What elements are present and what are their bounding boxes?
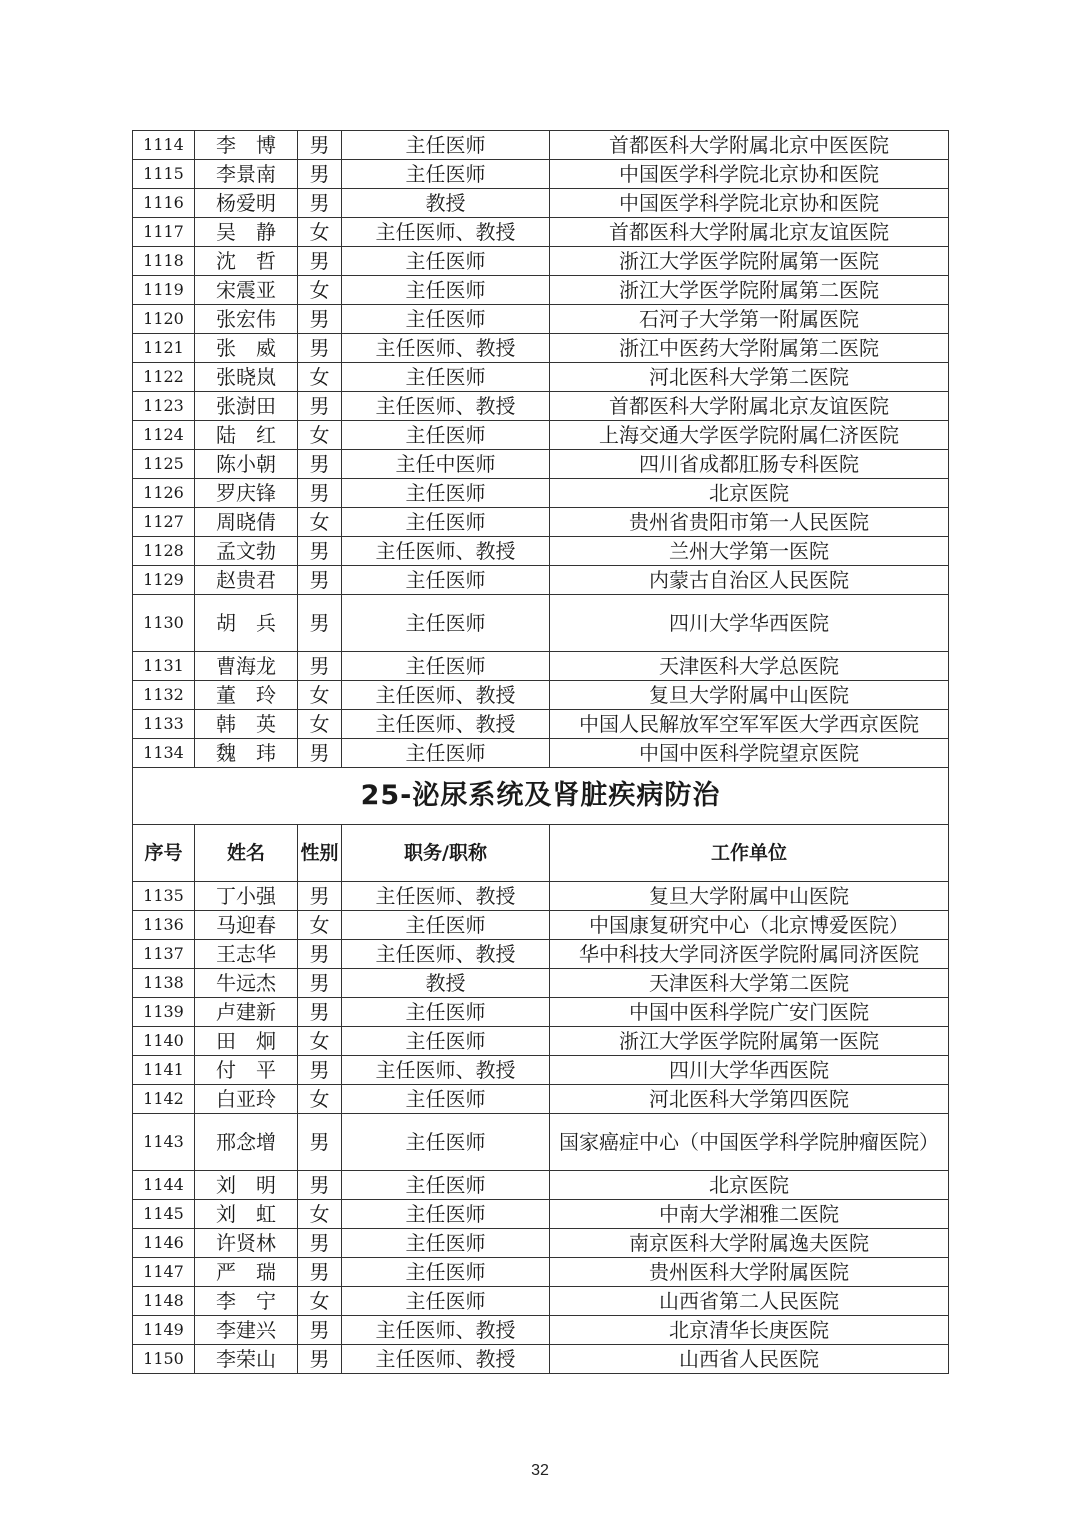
row-id: 1125 (133, 450, 195, 479)
row-title: 主任医师 (342, 652, 550, 681)
row-name: 张澍田 (195, 392, 298, 421)
row-name: 孟文勃 (195, 537, 298, 566)
table-row (133, 247, 949, 276)
row-unit: 中南大学湘雅二医院 (550, 1200, 949, 1229)
row-id: 1115 (133, 160, 195, 189)
row-gender: 男 (298, 566, 342, 595)
row-title: 教授 (342, 189, 550, 218)
table-row (133, 1027, 949, 1056)
table-row (133, 1085, 949, 1114)
row-name: 邢念增 (195, 1114, 298, 1171)
row-title: 主任医师、教授 (342, 882, 550, 911)
table-row (133, 739, 949, 768)
row-gender: 男 (298, 247, 342, 276)
table-row (133, 189, 949, 218)
page-number: 32 (531, 1462, 549, 1479)
row-name: 张宏伟 (195, 305, 298, 334)
row-title: 主任医师、教授 (342, 334, 550, 363)
row-gender: 男 (298, 160, 342, 189)
row-gender: 女 (298, 1287, 342, 1316)
table-row (133, 479, 949, 508)
row-title: 主任医师、教授 (342, 1316, 550, 1345)
row-unit: 中国中医科学院广安门医院 (550, 998, 949, 1027)
row-id: 1123 (133, 392, 195, 421)
row-unit: 四川大学华西医院 (550, 1056, 949, 1085)
row-name: 胡 兵 (195, 595, 298, 652)
row-name: 董 玲 (195, 681, 298, 710)
row-id: 1127 (133, 508, 195, 537)
header-unit: 工作单位 (550, 825, 949, 882)
row-name: 宋震亚 (195, 276, 298, 305)
row-title: 主任医师 (342, 1287, 550, 1316)
row-title: 主任医师 (342, 1027, 550, 1056)
row-gender: 女 (298, 681, 342, 710)
row-name: 许贤林 (195, 1229, 298, 1258)
row-id: 1133 (133, 710, 195, 739)
row-unit: 内蒙古自治区人民医院 (550, 566, 949, 595)
row-title: 主任医师 (342, 998, 550, 1027)
row-unit: 兰州大学第一医院 (550, 537, 949, 566)
row-name: 刘 明 (195, 1171, 298, 1200)
row-gender: 男 (298, 479, 342, 508)
row-unit: 山西省第二人民医院 (550, 1287, 949, 1316)
row-name: 张 威 (195, 334, 298, 363)
row-title: 主任医师、教授 (342, 681, 550, 710)
row-name: 陈小朝 (195, 450, 298, 479)
table-row (133, 392, 949, 421)
row-title: 主任医师、教授 (342, 710, 550, 739)
row-title: 教授 (342, 969, 550, 998)
table-row (133, 681, 949, 710)
row-name: 王志华 (195, 940, 298, 969)
row-title: 主任医师、教授 (342, 218, 550, 247)
row-unit: 复旦大学附属中山医院 (550, 681, 949, 710)
row-gender: 男 (298, 189, 342, 218)
table-row (133, 969, 949, 998)
row-gender: 男 (298, 131, 342, 160)
row-title: 主任医师、教授 (342, 392, 550, 421)
row-id: 1147 (133, 1258, 195, 1287)
row-name: 卢建新 (195, 998, 298, 1027)
row-gender: 女 (298, 1085, 342, 1114)
row-id: 1114 (133, 131, 195, 160)
row-gender: 男 (298, 450, 342, 479)
section-title-row (133, 768, 949, 825)
row-title: 主任医师 (342, 911, 550, 940)
table-row (133, 508, 949, 537)
row-id: 1142 (133, 1085, 195, 1114)
row-unit: 首都医科大学附属北京中医医院 (550, 131, 949, 160)
row-id: 1131 (133, 652, 195, 681)
row-id: 1130 (133, 595, 195, 652)
row-id: 1144 (133, 1171, 195, 1200)
row-unit: 中国康复研究中心（北京博爱医院） (550, 911, 949, 940)
table-body-section-25 (133, 882, 949, 1374)
row-gender: 女 (298, 508, 342, 537)
row-gender: 女 (298, 363, 342, 392)
row-unit: 中国中医科学院望京医院 (550, 739, 949, 768)
row-gender: 女 (298, 1027, 342, 1056)
row-id: 1116 (133, 189, 195, 218)
row-gender: 男 (298, 940, 342, 969)
header-title: 职务/职称 (342, 825, 550, 882)
row-title: 主任医师、教授 (342, 940, 550, 969)
row-gender: 男 (298, 969, 342, 998)
row-name: 罗庆锋 (195, 479, 298, 508)
row-id: 1134 (133, 739, 195, 768)
row-gender: 男 (298, 1316, 342, 1345)
row-title: 主任医师 (342, 1258, 550, 1287)
row-unit: 河北医科大学第四医院 (550, 1085, 949, 1114)
row-title: 主任医师 (342, 1114, 550, 1171)
row-name: 吴 静 (195, 218, 298, 247)
row-name: 韩 英 (195, 710, 298, 739)
row-unit: 首都医科大学附属北京友谊医院 (550, 218, 949, 247)
row-title: 主任医师 (342, 276, 550, 305)
row-unit: 石河子大学第一附属医院 (550, 305, 949, 334)
table-row (133, 652, 949, 681)
header-id: 序号 (133, 825, 195, 882)
row-name: 付 平 (195, 1056, 298, 1085)
row-name: 丁小强 (195, 882, 298, 911)
row-gender: 男 (298, 392, 342, 421)
table-body-section-25-header (133, 768, 949, 882)
table-row (133, 334, 949, 363)
table-row (133, 1171, 949, 1200)
row-gender: 男 (298, 1114, 342, 1171)
row-unit: 四川省成都肛肠专科医院 (550, 450, 949, 479)
row-unit: 上海交通大学医学院附属仁济医院 (550, 421, 949, 450)
row-name: 曹海龙 (195, 652, 298, 681)
row-unit: 中国医学科学院北京协和医院 (550, 189, 949, 218)
row-id: 1149 (133, 1316, 195, 1345)
row-gender: 男 (298, 1229, 342, 1258)
row-id: 1118 (133, 247, 195, 276)
row-id: 1148 (133, 1287, 195, 1316)
table-row (133, 710, 949, 739)
row-name: 李 宁 (195, 1287, 298, 1316)
row-name: 李建兴 (195, 1316, 298, 1345)
row-gender: 女 (298, 218, 342, 247)
row-unit: 中国人民解放军空军军医大学西京医院 (550, 710, 949, 739)
row-gender: 男 (298, 537, 342, 566)
row-gender: 男 (298, 1258, 342, 1287)
row-name: 马迎春 (195, 911, 298, 940)
row-name: 周晓倩 (195, 508, 298, 537)
row-title: 主任医师 (342, 131, 550, 160)
row-gender: 女 (298, 710, 342, 739)
table-row (133, 131, 949, 160)
row-unit: 天津医科大学总医院 (550, 652, 949, 681)
row-unit: 南京医科大学附属逸夫医院 (550, 1229, 949, 1258)
table-body-section-24 (133, 131, 949, 768)
row-unit: 北京清华长庚医院 (550, 1316, 949, 1345)
row-title: 主任医师 (342, 1171, 550, 1200)
table-row (133, 1114, 949, 1171)
row-gender: 男 (298, 882, 342, 911)
row-unit: 中国医学科学院北京协和医院 (550, 160, 949, 189)
table-row (133, 160, 949, 189)
row-title: 主任医师 (342, 479, 550, 508)
row-gender: 女 (298, 1200, 342, 1229)
row-title: 主任医师 (342, 739, 550, 768)
row-unit: 天津医科大学第二医院 (550, 969, 949, 998)
row-name: 杨爱明 (195, 189, 298, 218)
row-title: 主任医师、教授 (342, 1345, 550, 1374)
row-title: 主任中医师 (342, 450, 550, 479)
table-row (133, 566, 949, 595)
row-unit: 贵州医科大学附属医院 (550, 1258, 949, 1287)
row-id: 1122 (133, 363, 195, 392)
row-gender: 男 (298, 305, 342, 334)
row-name: 田 炯 (195, 1027, 298, 1056)
column-header-row (133, 825, 949, 882)
row-id: 1150 (133, 1345, 195, 1374)
row-unit: 首都医科大学附属北京友谊医院 (550, 392, 949, 421)
row-id: 1135 (133, 882, 195, 911)
row-id: 1137 (133, 940, 195, 969)
row-title: 主任医师 (342, 160, 550, 189)
row-name: 李景南 (195, 160, 298, 189)
row-id: 1138 (133, 969, 195, 998)
row-unit: 北京医院 (550, 479, 949, 508)
table-row (133, 276, 949, 305)
table-row (133, 998, 949, 1027)
row-unit: 复旦大学附属中山医院 (550, 882, 949, 911)
row-title: 主任医师、教授 (342, 537, 550, 566)
row-unit: 浙江大学医学院附属第一医院 (550, 1027, 949, 1056)
row-name: 牛远杰 (195, 969, 298, 998)
header-name: 姓名 (195, 825, 298, 882)
table-row (133, 421, 949, 450)
row-id: 1117 (133, 218, 195, 247)
table-row (133, 1056, 949, 1085)
row-title: 主任医师 (342, 566, 550, 595)
row-title: 主任医师 (342, 1200, 550, 1229)
row-id: 1146 (133, 1229, 195, 1258)
row-unit: 国家癌症中心（中国医学科学院肿瘤医院） (550, 1114, 949, 1171)
row-name: 严 瑞 (195, 1258, 298, 1287)
table-row (133, 305, 949, 334)
row-title: 主任医师 (342, 421, 550, 450)
row-gender: 男 (298, 1345, 342, 1374)
row-unit: 华中科技大学同济医学院附属同济医院 (550, 940, 949, 969)
row-name: 陆 红 (195, 421, 298, 450)
row-id: 1139 (133, 998, 195, 1027)
row-id: 1145 (133, 1200, 195, 1229)
row-id: 1129 (133, 566, 195, 595)
row-id: 1140 (133, 1027, 195, 1056)
expert-list-table (132, 130, 949, 1374)
table-row (133, 1316, 949, 1345)
row-id: 1119 (133, 276, 195, 305)
row-gender: 男 (298, 652, 342, 681)
row-gender: 女 (298, 276, 342, 305)
row-name: 白亚玲 (195, 1085, 298, 1114)
row-name: 赵贵君 (195, 566, 298, 595)
section-title: 25-泌尿系统及肾脏疾病防治 (133, 768, 949, 825)
row-name: 李 博 (195, 131, 298, 160)
header-gender: 性别 (298, 825, 342, 882)
table-row (133, 1345, 949, 1374)
row-id: 1124 (133, 421, 195, 450)
table-row (133, 450, 949, 479)
row-unit: 北京医院 (550, 1171, 949, 1200)
row-unit: 四川大学华西医院 (550, 595, 949, 652)
row-title: 主任医师、教授 (342, 1056, 550, 1085)
row-gender: 女 (298, 421, 342, 450)
row-name: 李荣山 (195, 1345, 298, 1374)
row-title: 主任医师 (342, 595, 550, 652)
table-row (133, 911, 949, 940)
row-id: 1141 (133, 1056, 195, 1085)
row-gender: 男 (298, 998, 342, 1027)
row-title: 主任医师 (342, 1229, 550, 1258)
row-id: 1143 (133, 1114, 195, 1171)
row-id: 1126 (133, 479, 195, 508)
row-gender: 男 (298, 1171, 342, 1200)
row-unit: 浙江大学医学院附属第一医院 (550, 247, 949, 276)
table-row (133, 1287, 949, 1316)
table-row (133, 1229, 949, 1258)
row-title: 主任医师 (342, 363, 550, 392)
row-unit: 河北医科大学第二医院 (550, 363, 949, 392)
table-row (133, 882, 949, 911)
row-name: 张晓岚 (195, 363, 298, 392)
row-name: 刘 虹 (195, 1200, 298, 1229)
row-title: 主任医师 (342, 305, 550, 334)
row-title: 主任医师 (342, 247, 550, 276)
row-title: 主任医师 (342, 508, 550, 537)
row-unit: 山西省人民医院 (550, 1345, 949, 1374)
row-id: 1132 (133, 681, 195, 710)
row-gender: 男 (298, 739, 342, 768)
table-row (133, 1200, 949, 1229)
table-row (133, 940, 949, 969)
row-unit: 浙江大学医学院附属第二医院 (550, 276, 949, 305)
table-row (133, 363, 949, 392)
row-name: 魏 玮 (195, 739, 298, 768)
row-gender: 男 (298, 595, 342, 652)
table-row (133, 1258, 949, 1287)
row-gender: 男 (298, 1056, 342, 1085)
row-id: 1128 (133, 537, 195, 566)
table-row (133, 595, 949, 652)
table-row (133, 537, 949, 566)
row-title: 主任医师 (342, 1085, 550, 1114)
row-gender: 女 (298, 911, 342, 940)
row-unit: 贵州省贵阳市第一人民医院 (550, 508, 949, 537)
table-row (133, 218, 949, 247)
row-name: 沈 哲 (195, 247, 298, 276)
row-gender: 男 (298, 334, 342, 363)
row-id: 1121 (133, 334, 195, 363)
row-id: 1136 (133, 911, 195, 940)
row-unit: 浙江中医药大学附属第二医院 (550, 334, 949, 363)
row-id: 1120 (133, 305, 195, 334)
